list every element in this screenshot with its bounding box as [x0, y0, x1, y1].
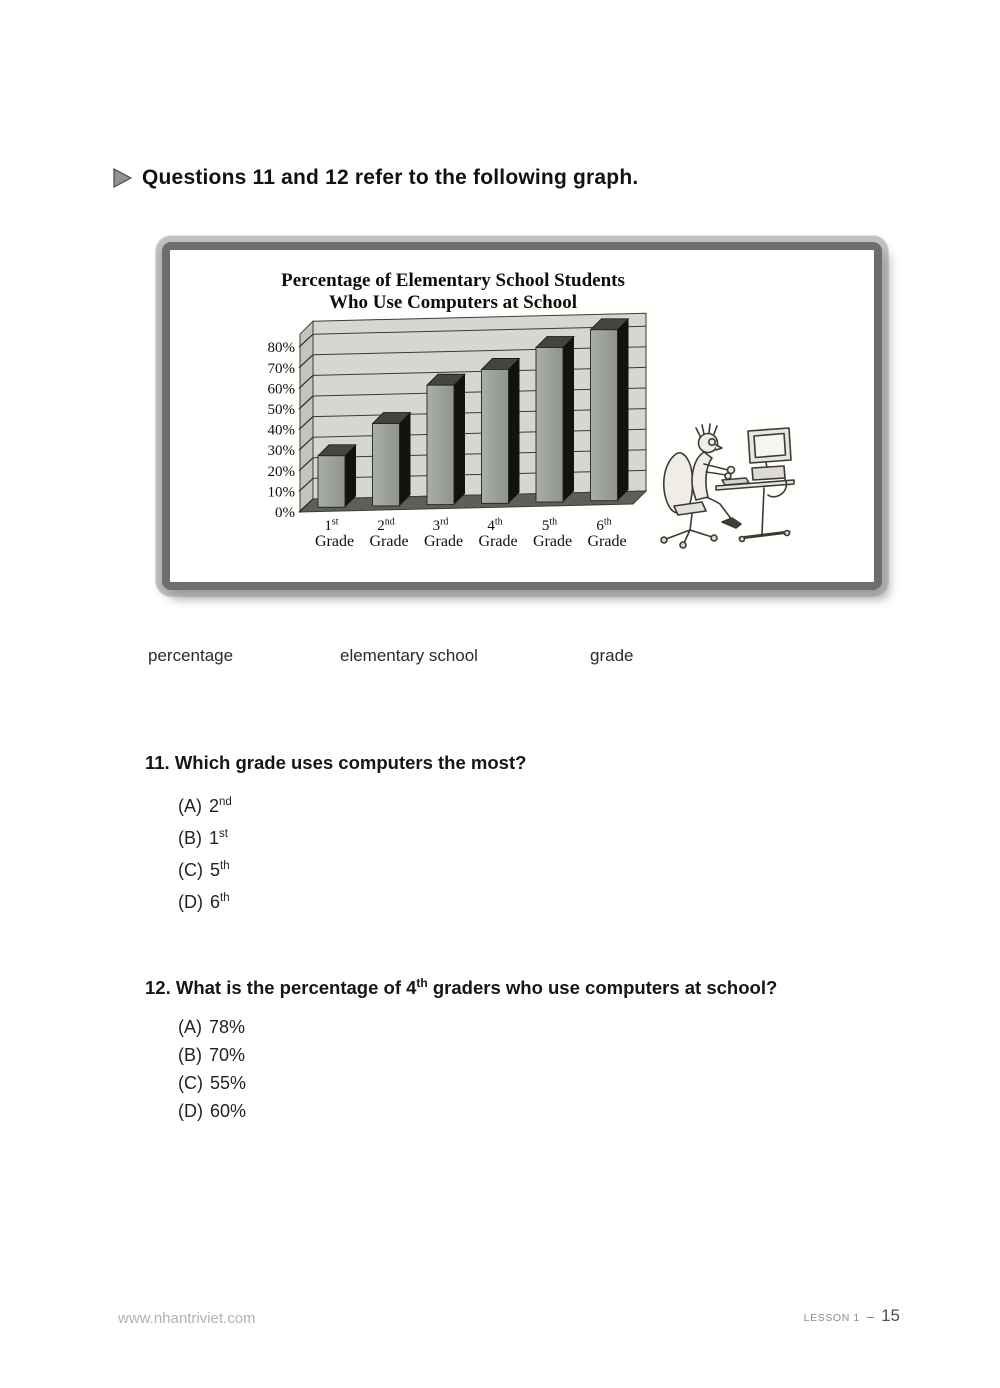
question-12	[145, 976, 777, 1125]
question-11-number: 11.	[145, 752, 170, 773]
svg-text:Grade: Grade	[314, 533, 355, 550]
graph-frame	[162, 242, 882, 590]
svg-text:30%: 30%	[267, 443, 295, 460]
svg-text:0%: 0%	[275, 505, 295, 521]
question-12-options	[178, 1013, 777, 1125]
section-header-text: Questions 11 and 12 refer to the following graph.	[142, 166, 639, 189]
question-11-options	[178, 788, 526, 916]
arrow-icon	[112, 167, 133, 189]
svg-text:Grade: Grade	[478, 533, 518, 550]
option-12-c: (C) 55%	[178, 1073, 247, 1094]
svg-text:Grade: Grade	[532, 533, 573, 550]
svg-text:4th: 4th	[487, 516, 503, 534]
svg-text:50%: 50%	[267, 402, 295, 418]
option-11-a: (A) 2nd	[178, 796, 232, 816]
svg-text:10%: 10%	[267, 484, 295, 501]
question-12-number: 12.	[145, 977, 171, 999]
svg-text:40%: 40%	[267, 422, 295, 439]
footer-page-number: 15	[881, 1306, 900, 1325]
vocab-word-grade: grade	[590, 646, 634, 665]
svg-text:70%: 70%	[267, 360, 295, 377]
bar-chart	[250, 307, 670, 552]
svg-text:3rd: 3rd	[432, 516, 449, 534]
option-12-d: (D) 60%	[178, 1101, 247, 1122]
option-11-d: (D) 6th	[178, 892, 230, 912]
svg-text:Grade: Grade	[423, 533, 464, 550]
footer-page-info	[804, 1306, 900, 1326]
option-11-b: (B) 1st	[178, 828, 228, 848]
person	[692, 452, 712, 500]
section-header	[112, 166, 638, 190]
svg-text:80%: 80%	[267, 340, 295, 357]
svg-text:20%: 20%	[267, 463, 295, 480]
footer-website: www.nhantriviet.com	[118, 1310, 256, 1327]
svg-text:5th: 5th	[541, 516, 558, 534]
question-11	[145, 752, 526, 916]
chart-title-line2: Who Use Computers at School	[328, 292, 578, 313]
svg-text:Grade: Grade	[369, 533, 409, 550]
svg-text:Grade: Grade	[587, 533, 627, 550]
svg-text:6th: 6th	[596, 516, 612, 534]
computer-user-illustration	[648, 418, 800, 550]
option-11-c: (C) 5th	[178, 860, 230, 880]
chart-title-line1: Percentage of Elementary School Students	[281, 270, 625, 291]
footer-separator: –	[866, 1309, 875, 1324]
footer-lesson-label: LESSON 1	[803, 1312, 860, 1324]
svg-text:1st: 1st	[324, 516, 339, 534]
svg-text:60%: 60%	[267, 381, 295, 398]
svg-text:2nd: 2nd	[377, 516, 395, 534]
question-12-text: 12. What is the percentage of 4th graders who use computers at school?	[145, 976, 778, 999]
option-12-a: (A) 78%	[178, 1017, 246, 1038]
option-12-b: (B) 70%	[178, 1045, 246, 1066]
vocab-word-elementary-school: elementary school	[340, 646, 478, 665]
question-11-text: 11. Which grade uses computers the most?	[145, 752, 527, 773]
vocab-word-percentage: percentage	[148, 646, 234, 665]
